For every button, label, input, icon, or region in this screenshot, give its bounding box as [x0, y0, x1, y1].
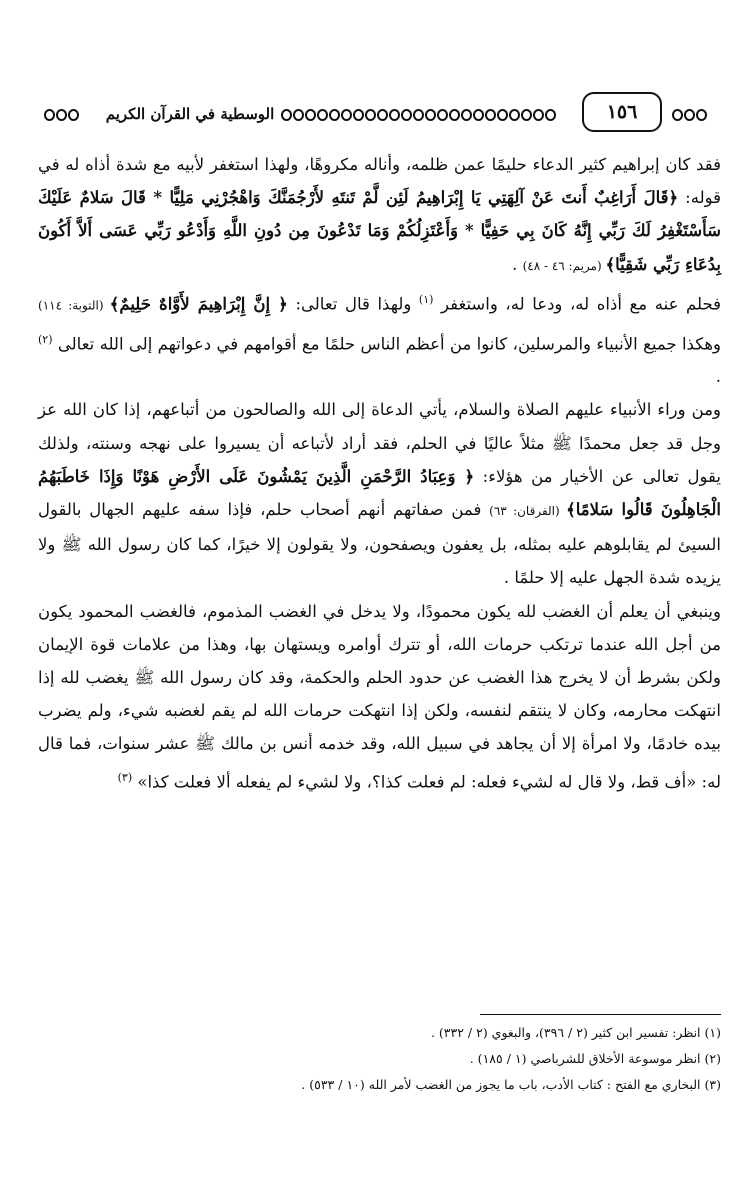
ornament-right: [672, 109, 707, 125]
footnote-marker: (١): [418, 292, 434, 306]
footnote-3: (٣) البخاري مع الفتح : كتاب الأدب، باب ما يجوز من الغضب لأمر الله (١٠ / ٥٣٣) .: [301, 1077, 721, 1092]
ornament-left: [44, 109, 79, 125]
footnote-separator: [480, 1014, 721, 1015]
page-body: [38, 148, 721, 798]
page-number: ١٥٦: [582, 92, 662, 132]
paragraph-2: فحلم عنه مع أذاه له، ودعا له، واستغفر $^{(١)}$ ولهذا قال تعالى: ﴿ إِنَّ إِبْرَاهِيمَ لأَوَّاهٌ حَلِيمٌ﴾ (التوبة: ١١٤) وهكذا جميع الأنبياء والمرسلين، كانوا من أعظم الناس حلمًا مع أقوامهم في دعواتهم إلى الله تعالى $^{(٢)}$ .: [38, 292, 721, 387]
footnotes: [38, 1020, 721, 1098]
footnote-1: (١) انظر: تفسير ابن كثير (٢ / ٣٩٦)، والبغوي (٢ / ٣٣٢) .: [430, 1025, 721, 1040]
footnote-marker: (٢): [38, 332, 53, 346]
quran-verse: ﴿ وَعِبَادُ الرَّحْمَنِ الَّذِينَ يَمْشُونَ عَلَى الأَرْضِ هَوْنًا وَإِذَا خَاطَبَهُمُ الْجَاهِلُونَ قَالُوا سَلامًا﴾: [38, 466, 721, 520]
verse-reference: (التوبة: ١١٤): [38, 298, 110, 313]
book-title: الوسطية في القرآن الكريم: [105, 105, 275, 123]
page-header: [34, 92, 724, 142]
footnote-2: (٢) انظر موسوعة الأخلاق للشرباصي (١ / ١٨٥) .: [469, 1051, 721, 1066]
verse-reference: (مريم: ٤٦ - ٤٨): [522, 258, 606, 273]
quran-verse: ﴿ إِنَّ إِبْرَاهِيمَ لأَوَّاهٌ حَلِيمٌ﴾: [109, 294, 288, 314]
paragraph-4: وينبغي أن يعلم أن الغضب لله يكون محمودًا، ولا يدخل في الغضب المذموم، فالغضب المحمود يكون من أجل الله عندما ترتكب حرمات الله، أو تترك أوامره ويستهان بها، وهذا من علامات قوة الإيمان ولكن بشرط أن لا يخرج هذا الغضب عن حدود الحلم والحكمة، وقد كان رسول الله ﷺ يغضب لله إذا انتهكت محارمه، وكان لا ينتقم لنفسه، ولكن إذا انتهكت حرمات الله لم يقم لغضبه شيء، ولم يضرب بيده خادمًا، ولا امرأة إلا أن يجاهد في سبيل الله، وقد خدمه أنس بن مالك ﷺ عشر سنوات، فما قال له: «أف قط، ولا قال له لشيء فعله: لم فعلت كذا؟، ولا لشيء لم يفعله ألا فعلت كذا» $^{(٣)}$: [38, 601, 721, 792]
quran-verse: ﴿قَالَ أَرَاغِبٌ أَنتَ عَنْ آلِهَتِي يَا إِبْرَاهِيمُ لَئِن لَّمْ تَنتَهِ لأَرْجُمَنَّكَ وَاهْجُرْنِي مَلِيًّا * قَالَ سَلامٌ عَلَيْكَ سَأَسْتَغْفِرُ لَكَ رَبِّي إِنَّهُ كَانَ بِي حَفِيًّا * وَأَعْتَزِلُكُمْ وَمَا تَدْعُونَ مِن دُونِ اللَّهِ وَأَدْعُو رَبِّي عَسَى أَلاَّ أَكُونَ بِدُعَاءِ رَبِّي شَقِيًّا﴾: [38, 188, 721, 274]
verse-reference: (الفرقان: ٦٣): [489, 504, 567, 519]
paragraph-3: ومن وراء الأنبياء عليهم الصلاة والسلام، يأتي الدعاة إلى الله والصالحون من أتباعهم، إذا كان الله عز وجل قد جعل محمدًا ﷺ مثلاً عاليًا في الحلم، فقد أراد لأتباعه أن يسيروا على نهجه وسنته، ولذلك يقول تعالى عن الأخيار من هؤلاء: ﴿ وَعِبَادُ الرَّحْمَنِ الَّذِينَ يَمْشُونَ عَلَى الأَرْضِ هَوْنًا وَإِذَا خَاطَبَهُمُ الْجَاهِلُونَ قَالُوا سَلامًا﴾ (الفرقان: ٦٣) فمن صفاتهم أنهم أصحاب حلم، فإذا سفه عليهم الجهال بالقول السيئ لم يقابلوهم عليه بمثله، بل يعفون ويصفحون، ولا يقولون إلا خيرًا، كما كان رسول الله ﷺ ولا يزيده شدة الجهل عليه إلا حلمًا .: [38, 400, 721, 588]
ornament-middle: [281, 109, 556, 125]
footnote-marker: (٣): [117, 770, 133, 784]
paragraph-1: فقد كان إبراهيم كثير الدعاء حليمًا عمن ظلمه، وأناله مكروهًا، ولهذا استغفر لأبيه مع شدة أذاه له في قوله: ﴿قَالَ أَرَاغِبٌ أَنتَ عَنْ آلِهَتِي يَا إِبْرَاهِيمُ لَئِن لَّمْ تَنتَهِ لأَرْجُمَنَّكَ وَاهْجُرْنِي مَلِيًّا * قَالَ سَلامٌ عَلَيْكَ سَأَسْتَغْفِرُ لَكَ رَبِّي إِنَّهُ كَانَ بِي حَفِيًّا * وَأَعْتَزِلُكُمْ وَمَا تَدْعُونَ مِن دُونِ اللَّهِ وَأَدْعُو رَبِّي عَسَى أَلاَّ أَكُونَ بِدُعَاءِ رَبِّي شَقِيًّا﴾ (مريم: ٤٦ - ٤٨) .: [38, 155, 722, 274]
